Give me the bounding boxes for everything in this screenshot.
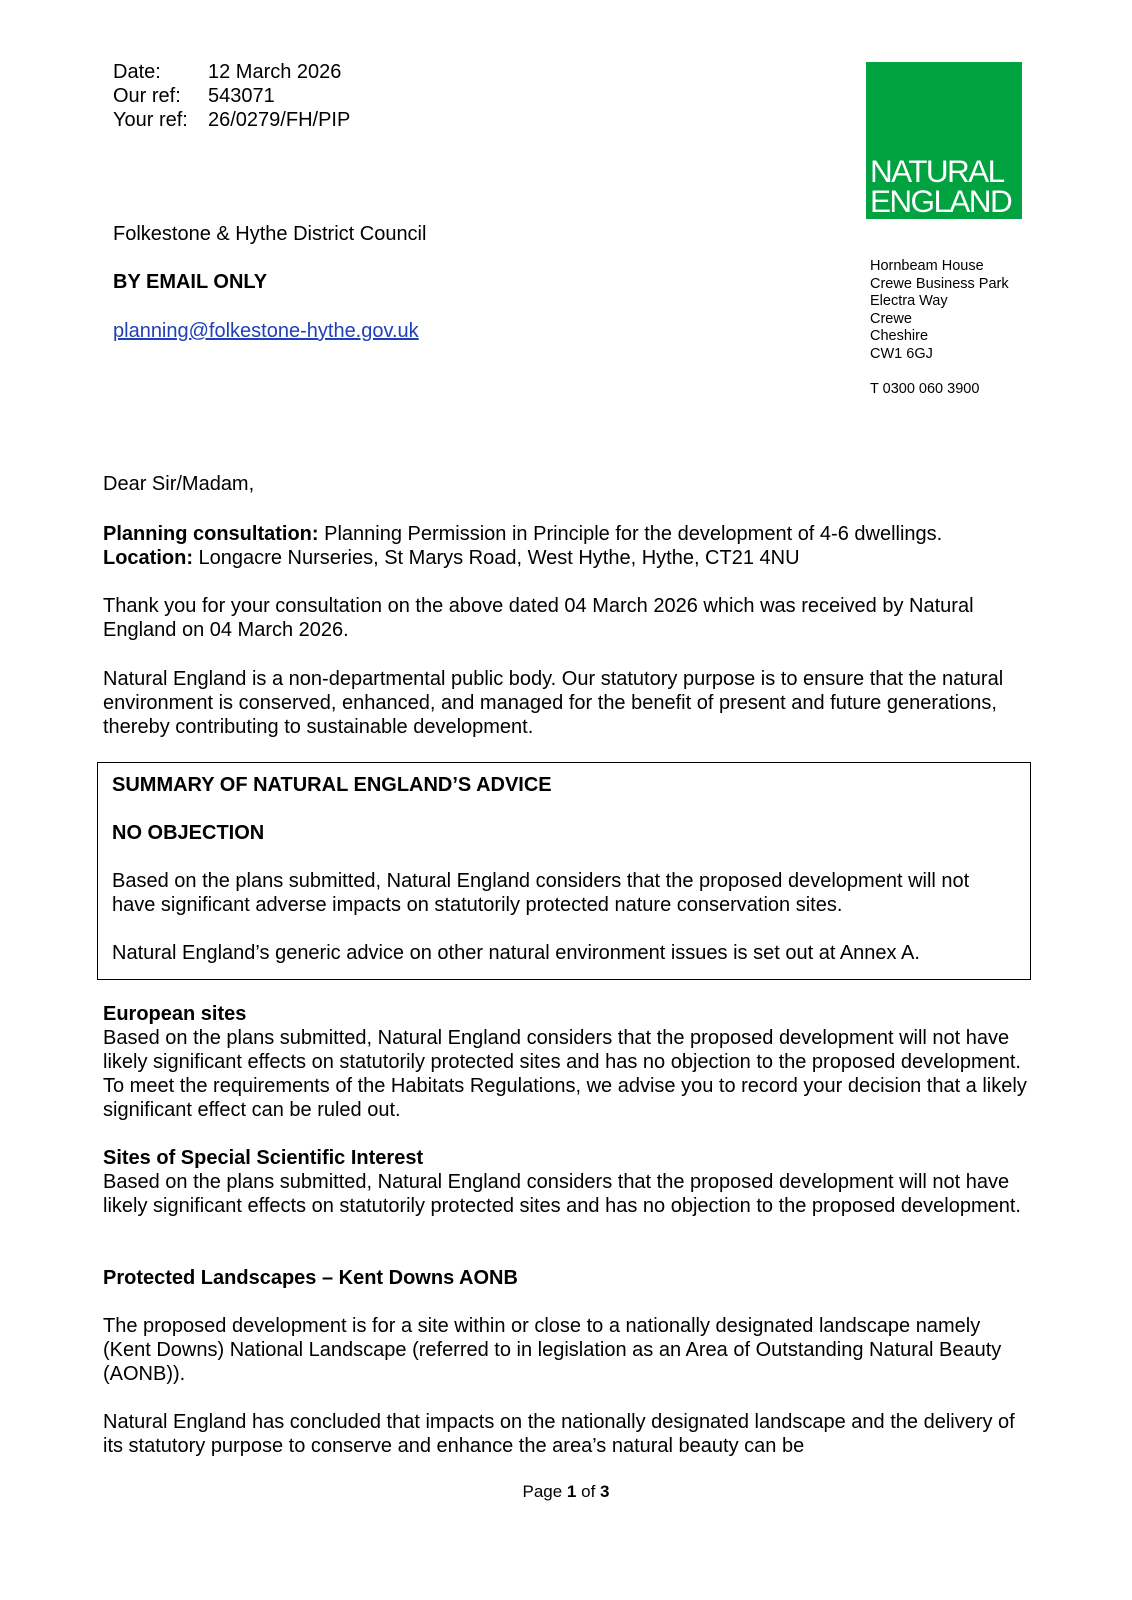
our-ref-label: Our ref:	[113, 85, 181, 107]
page-footer	[0, 1482, 1132, 1502]
logo-text: NATURAL ENGLAND	[870, 153, 1012, 219]
your-ref-label: Your ref:	[113, 109, 188, 131]
european-sites-text: Based on the plans submitted, Natural England considers that the proposed development will not have likely significant effects on statutorily protected sites and has no objection to the proposed development. To meet the requirements of the Habitats Regulations, we advise you to record your decision that a likely significant effect can be ruled out.	[103, 1027, 1027, 1121]
date-value: 12 March 2026	[208, 61, 342, 83]
delivery-note: BY EMAIL ONLY	[113, 271, 268, 293]
summary-text: Based on the plans submitted, Natural England considers that the proposed development will not have significant adverse impacts on statutorily protected nature conservation sites.	[112, 870, 970, 916]
of-word: of	[581, 1482, 596, 1501]
recipient-name: Folkestone & Hythe District Council	[113, 223, 427, 245]
reference-block	[113, 60, 350, 132]
page-number: 1	[566, 1482, 577, 1501]
european-sites-heading: European sites	[103, 1003, 247, 1025]
address-line: Electra Way	[870, 293, 948, 309]
location-label: Location:	[103, 547, 193, 569]
landscape-heading: Protected Landscapes – Kent Downs AONB	[103, 1267, 518, 1289]
landscape-text-2: Natural England has concluded that impacts on the nationally designated landscape and the delivery of its statutory purpose to conserve and enhance the area’s natural beauty can be	[103, 1411, 1015, 1457]
natural-england-logo	[866, 62, 1022, 219]
summary-annex-note: Natural England’s generic advice on other natural environment issues is set out at Annex A.	[112, 942, 920, 964]
date-label: Date:	[113, 61, 161, 83]
european-sites-section	[103, 1002, 1033, 1122]
landscape-text-1: The proposed development is for a site within or close to a nationally designated landscape namely (Kent Downs) National Landscape (referred to in legislation as an Area of Outstanding Natural Beauty (AONB)).	[103, 1315, 1002, 1385]
phone-number: T 0300 060 3900	[870, 381, 980, 397]
summary-box	[97, 762, 1031, 980]
purpose-paragraph: Natural England is a non-departmental public body. Our statutory purpose is to ensure that the natural environment is conserved, enhanced, and managed for the benefit of present and future generations, thereby contributing to sustainable development.	[103, 668, 1004, 738]
page-total: 3	[600, 1482, 610, 1501]
consultation-block	[103, 522, 1033, 570]
consultation-text: Planning Permission in Principle for the development of 4-6 dwellings.	[318, 523, 943, 545]
address-line: CW1 6GJ	[870, 345, 933, 362]
page-word: Page	[522, 1482, 563, 1501]
recipient-email-link[interactable]: planning@folkestone-hythe.gov.uk	[113, 320, 419, 342]
your-ref-value: 26/0279/FH/PIP	[208, 109, 351, 131]
summary-title: SUMMARY OF NATURAL ENGLAND’S ADVICE	[112, 774, 552, 796]
consultation-label: Planning consultation:	[103, 523, 319, 545]
sender-address	[870, 258, 1009, 399]
recipient-block	[113, 222, 426, 343]
summary-verdict: NO OBJECTION	[112, 822, 265, 844]
address-line: Crewe Business Park	[870, 275, 1009, 292]
sssi-text: Based on the plans submitted, Natural England considers that the proposed development will not have likely significant effects on statutorily protected sites and has no objection to the proposed development.	[103, 1171, 1021, 1217]
our-ref-value: 543071	[208, 85, 275, 107]
location-text: Longacre Nurseries, St Marys Road, West Hythe, Hythe, CT21 4NU	[193, 547, 800, 569]
sssi-heading: Sites of Special Scientific Interest	[103, 1147, 424, 1169]
address-line: Crewe	[870, 310, 912, 327]
address-line: Hornbeam House	[870, 258, 984, 274]
salutation: Dear Sir/Madam,	[103, 473, 255, 495]
address-line: Cheshire	[870, 328, 929, 344]
sssi-section	[103, 1146, 1033, 1218]
thanks-paragraph: Thank you for your consultation on the above dated 04 March 2026 which was received by Natural England on 04 March 2026.	[103, 595, 974, 641]
